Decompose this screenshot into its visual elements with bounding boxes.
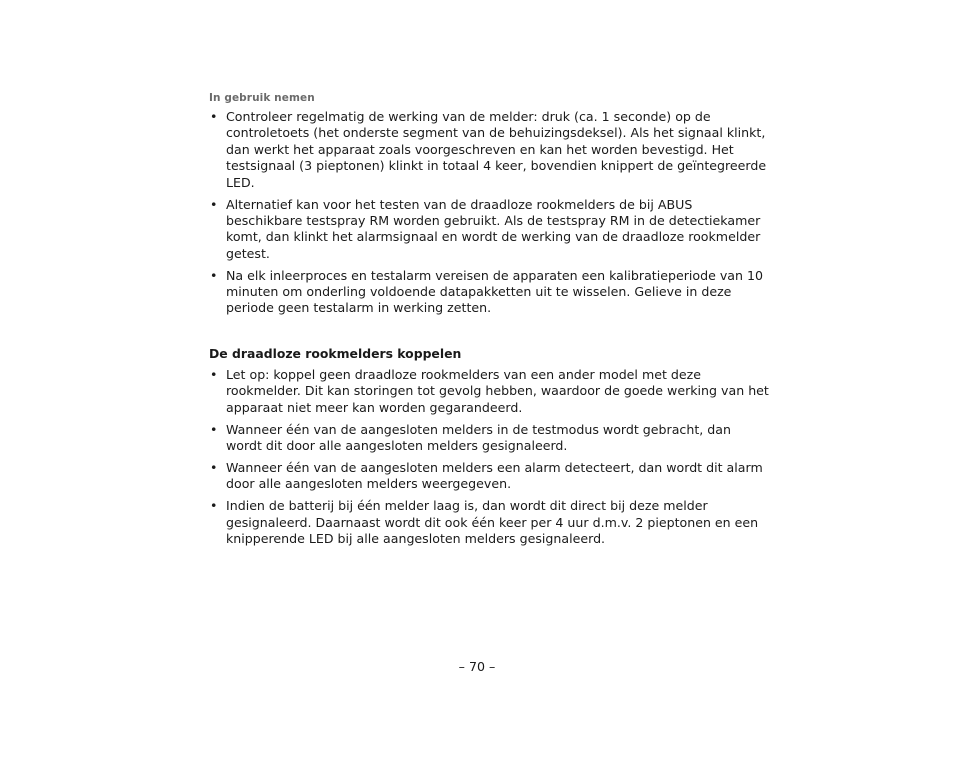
bullet-icon: • [210,460,218,476]
list-item-text: Wanneer één van de aangesloten melders een alarm detecteert, dan wordt dit alarm door alle aangesloten melders weergegeven. [226,460,763,492]
list-item [209,109,769,191]
section-label: In gebruik nemen [209,92,315,104]
bullet-icon: • [210,109,218,124]
bullet-icon: • [210,267,218,283]
page-number: – 70 – [458,659,496,674]
list-item-text: Let op: koppel geen draadloze rookmelders van een ander model met deze rookmelder. Dit kan storingen tot gevolg hebben, waardoor de goede werking van het apparaat niet meer kan worden gegarandeerd. [226,367,769,415]
bullet-icon: • [210,196,218,212]
section-heading: De draadloze rookmelders koppelen [209,346,462,361]
list-item [209,422,769,455]
list-item [209,460,769,493]
list-item-text: Wanneer één van de aangesloten melders in de testmodus wordt gebracht, dan wordt dit door alle aangesloten melders gesignaleerd. [226,421,731,454]
list-item [209,268,769,317]
bullet-icon: • [210,421,218,437]
usage-bullet-list [209,109,769,322]
list-item-text: Alternatief kan voor het testen van de draadloze rookmelders de bij ABUS beschikbare testspray RM worden gebruikt. Als de testspray RM in de detectiekamer komt, dan klinkt het alarmsignaal en wordt de werking van de draadloze rookmelder getest. [226,196,761,261]
list-item-text: Indien de batterij bij één melder laag is, dan wordt dit direct bij deze melder gesignaleerd. Daarnaast wordt dit ook één keer per 4 uur d.m.v. 2 pieptonen en een knipperende LED bij alle aangesloten melders gesignaleerd. [226,498,759,547]
bullet-icon: • [210,498,218,514]
bullet-icon: • [210,367,218,382]
list-item-text: Na elk inleerproces en testalarm vereisen de apparaten een kalibratieperiode van 10 minuten om onderling voldoende datapakketten uit te wisselen. Gelieve in deze periode geen testalarm in werking zetten. [226,267,764,316]
coupling-bullet-list [209,367,769,553]
list-item [209,498,769,547]
list-item [209,367,769,416]
list-item-text: Controleer regelmatig de werking van de melder: druk (ca. 1 seconde) op de controletoets (het onderste segment van de behuizingsdeksel). Als het signaal klinkt, dan werkt het apparaat zoals voorgeschreven en kan het worden bevestigd. Het testsignaal (3 pieptonen) klinkt in totaal 4 keer, bovendien knippert de geïntegreerde LED. [226,109,767,190]
list-item [209,197,769,263]
